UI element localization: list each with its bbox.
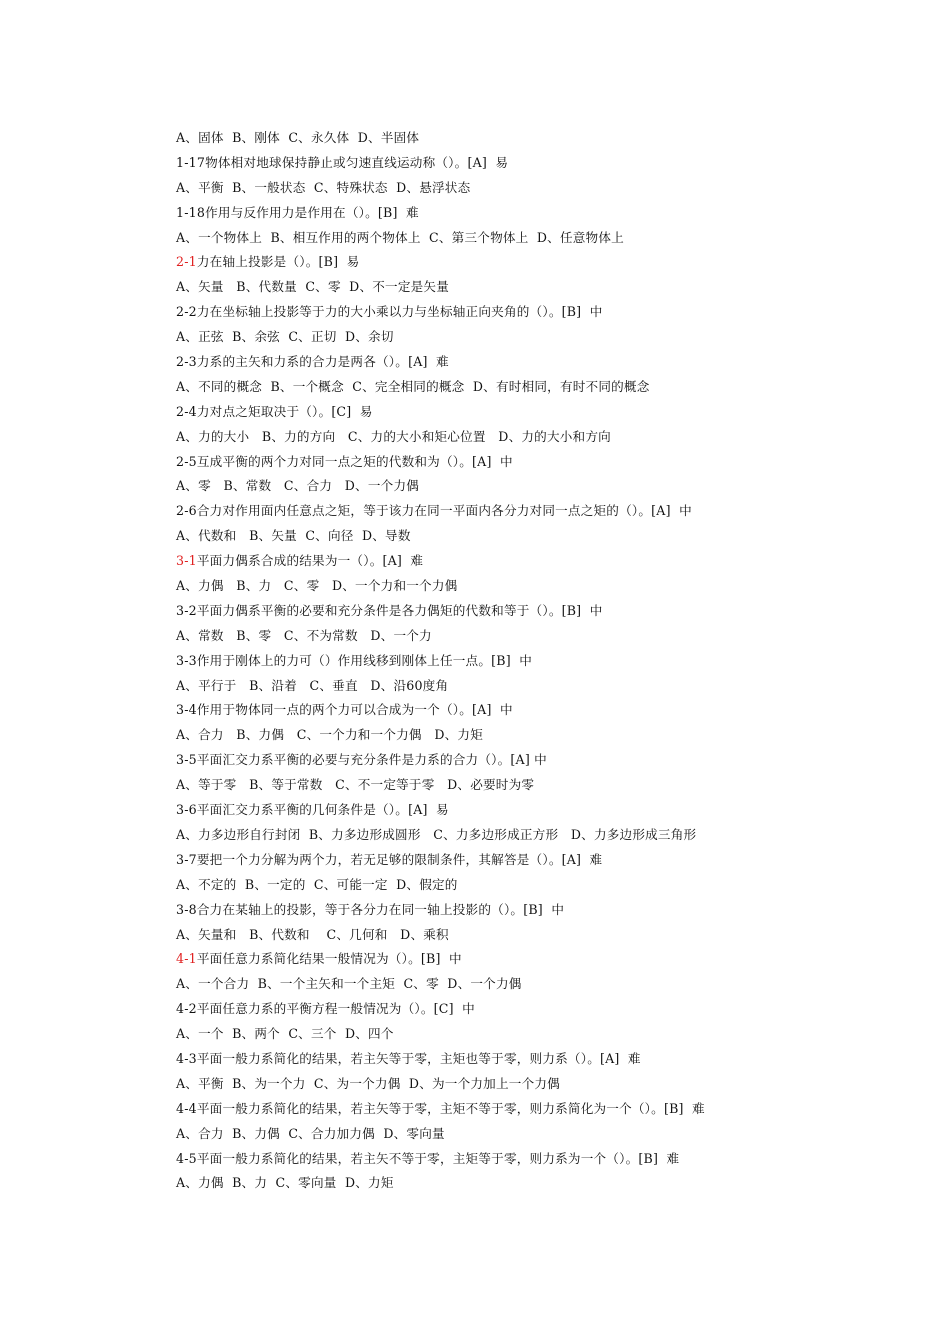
question-line bbox=[176, 649, 816, 674]
question-number: 1-18 bbox=[176, 204, 206, 220]
answer-options-line: A、零 B、常数 C、合力 D、一个力偶 bbox=[176, 478, 420, 494]
question-text: 平面汇交力系平衡的必要与充分条件是力系的合力（）。[A] 中 bbox=[196, 752, 547, 768]
question-text: 平面任意力系的平衡方程一般情况为（）。[C] 中 bbox=[196, 1001, 475, 1017]
question-text: 合力在某轴上的投影，等于各分力在同一轴上投影的（）。[B] 中 bbox=[196, 901, 565, 917]
question-number: 3-1 bbox=[176, 553, 197, 569]
question-line bbox=[176, 549, 816, 574]
question-number: 3-6 bbox=[176, 802, 197, 818]
answer-options-line: A、合力 B、力偶 C、一个力和一个力偶 D、力矩 bbox=[176, 727, 483, 743]
question-line bbox=[176, 350, 816, 375]
answer-options-line: A、正弦 B、余弦 C、正切 D、余切 bbox=[176, 329, 394, 345]
answer-options-line: A、平行于 B、沿着 C、垂直 D、沿60度角 bbox=[176, 677, 449, 693]
question-number: 3-4 bbox=[176, 702, 197, 718]
question-number: 4-1 bbox=[176, 951, 197, 967]
question-number: 4-5 bbox=[176, 1150, 197, 1166]
question-number: 2-3 bbox=[176, 354, 197, 370]
answer-options-line: A、合力 B、力偶 C、合力加力偶 D、零向量 bbox=[176, 1125, 445, 1141]
answer-options-line: A、不定的 B、一定的 C、可能一定 D、假定的 bbox=[176, 876, 458, 892]
question-text: 平面任意力系简化结果一般情况为（）。[B] 中 bbox=[196, 951, 462, 967]
question-line bbox=[176, 748, 816, 773]
question-number: 3-5 bbox=[176, 752, 197, 768]
question-text: 要把一个力分解为两个力，若无足够的限制条件，其解答是（）。[A] 难 bbox=[196, 851, 603, 867]
question-line bbox=[176, 201, 816, 226]
question-line bbox=[176, 1097, 816, 1122]
question-text: 合力对作用面内任意点之矩，等于该力在同一平面内各分力对同一点之矩的（）。[A] 中 bbox=[196, 503, 692, 519]
question-line bbox=[176, 151, 816, 176]
question-text: 互成平衡的两个力对同一点之矩的代数和为（）。[A] 中 bbox=[196, 453, 513, 469]
question-text: 平面一般力系简化的结果，若主矢不等于零，主矩等于零，则力系为一个（）。[B] 难 bbox=[196, 1150, 680, 1166]
question-text: 平面汇交力系平衡的几何条件是（）。[A] 易 bbox=[196, 802, 449, 818]
question-text: 物体相对地球保持静止或匀速直线运动称（）。[A] 易 bbox=[205, 154, 509, 170]
question-text: 平面一般力系简化的结果，若主矢等于零，主矩不等于零，则力系简化为一个（）。[B] 难 bbox=[196, 1100, 705, 1116]
question-text: 作用与反作用力是作用在（）。[B] 难 bbox=[205, 204, 419, 220]
question-text: 作用于物体同一点的两个力可以合成为一个（）。[A] 中 bbox=[196, 702, 513, 718]
answer-options-line: A、一个合力 B、一个主矢和一个主矩 C、零 D、一个力偶 bbox=[176, 976, 522, 992]
answer-options-line: A、力的大小 B、力的方向 C、力的大小和矩心位置 D、力的大小和方向 bbox=[176, 428, 611, 444]
question-number: 4-2 bbox=[176, 1001, 197, 1017]
question-line bbox=[176, 450, 816, 475]
question-number: 2-1 bbox=[176, 254, 197, 270]
question-line bbox=[176, 898, 816, 923]
question-text: 力系的主矢和力系的合力是两各（）。[A] 难 bbox=[196, 354, 449, 370]
question-line bbox=[176, 499, 816, 524]
question-number: 1-17 bbox=[176, 154, 206, 170]
answer-options-line: A、力多边形自行封闭 B、力多边形成圆形 C、力多边形成正方形 D、力多边形成三角形 bbox=[176, 826, 697, 842]
answer-options-line: A、代数和 B、矢量 C、向径 D、导数 bbox=[176, 528, 411, 544]
question-line bbox=[176, 400, 816, 425]
question-line bbox=[176, 1147, 816, 1172]
question-number: 3-8 bbox=[176, 901, 197, 917]
question-text: 平面一般力系简化的结果，若主矢等于零，主矩也等于零，则力系（）。[A] 难 bbox=[196, 1050, 641, 1066]
answer-options-line: A、矢量和 B、代数和 C、几何和 D、乘积 bbox=[176, 926, 449, 942]
answer-options-line: A、平衡 B、一般状态 C、特殊状态 D、悬浮状态 bbox=[176, 179, 471, 195]
answer-options-line: A、力偶 B、力 C、零向量 D、力矩 bbox=[176, 1175, 394, 1191]
answer-options-line: A、不同的概念 B、一个概念 C、完全相同的概念 D、有时相同，有时不同的概念 bbox=[176, 378, 650, 394]
answer-options-line: A、力偶 B、力 C、零 D、一个力和一个力偶 bbox=[176, 578, 458, 594]
answer-options-line: A、矢量 B、代数量 C、零 D、不一定是矢量 bbox=[176, 279, 450, 295]
question-number: 4-3 bbox=[176, 1050, 197, 1066]
answer-options-line: A、等于零 B、等于常数 C、不一定等于零 D、必要时为零 bbox=[176, 777, 535, 793]
question-line bbox=[176, 698, 816, 723]
question-text: 平面力偶系平衡的必要和充分条件是各力偶矩的代数和等于（）。[B] 中 bbox=[196, 602, 603, 618]
question-line bbox=[176, 947, 816, 972]
question-number: 3-2 bbox=[176, 602, 197, 618]
question-line bbox=[176, 798, 816, 823]
question-text: 平面力偶系合成的结果为一（）。[A] 难 bbox=[196, 553, 424, 569]
answer-options-line: A、平衡 B、为一个力 C、为一个力偶 D、为一个力加上一个力偶 bbox=[176, 1075, 560, 1091]
question-text: 力在坐标轴上投影等于力的大小乘以力与坐标轴正向夹角的（）。[B] 中 bbox=[196, 304, 603, 320]
answer-options-line: A、一个 B、两个 C、三个 D、四个 bbox=[176, 1026, 394, 1042]
question-line bbox=[176, 997, 816, 1022]
question-number: 4-4 bbox=[176, 1100, 197, 1116]
question-text: 作用于刚体上的力可（）作用线移到刚体上任一点。[B] 中 bbox=[196, 652, 533, 668]
question-line bbox=[176, 300, 816, 325]
question-number: 2-4 bbox=[176, 403, 197, 419]
question-line bbox=[176, 599, 816, 624]
question-number: 3-7 bbox=[176, 851, 197, 867]
document-body bbox=[176, 126, 816, 1196]
question-number: 2-2 bbox=[176, 304, 197, 320]
question-number: 3-3 bbox=[176, 652, 197, 668]
question-line bbox=[176, 848, 816, 873]
question-line bbox=[176, 1047, 816, 1072]
question-number: 2-5 bbox=[176, 453, 197, 469]
question-line bbox=[176, 250, 816, 275]
answer-options-line: A、一个物体上 B、相互作用的两个物体上 C、第三个物体上 D、任意物体上 bbox=[176, 229, 624, 245]
question-text: 力在轴上投影是（）。[B] 易 bbox=[196, 254, 360, 270]
answer-options-line: A、固体 B、刚体 C、永久体 D、半固体 bbox=[176, 130, 420, 145]
question-text: 力对点之矩取决于（）。[C] 易 bbox=[196, 403, 373, 419]
answer-options-line: A、常数 B、零 C、不为常数 D、一个力 bbox=[176, 627, 432, 643]
question-number: 2-6 bbox=[176, 503, 197, 519]
